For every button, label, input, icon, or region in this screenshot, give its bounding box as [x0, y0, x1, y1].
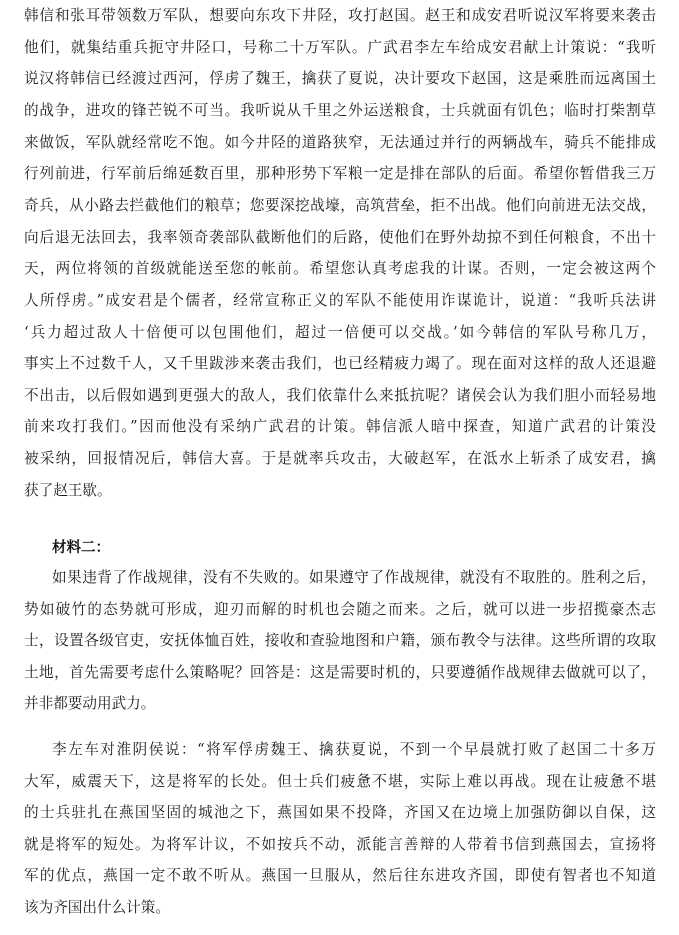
material2-line-8: 的士兵驻扎在燕国坚固的城池之下，燕国如果不投降，齐国又在边境上加强防御以自保，这	[24, 804, 656, 821]
material2-line-6: 李左车对淮阴侯说：“将军俘虏魏王、擒获夏说，不到一个早晨就打败了赵国二十多万	[52, 741, 656, 758]
material2-heading: 材料二：	[52, 540, 110, 556]
material2-line-3: 士，设置各级官吏，安抚体恤百姓，接收和查验地图和户籍，颁布教令与法律。这些所谓的攻取	[24, 632, 656, 649]
material1-line-6: 行列前进，行军前后绵延数百里，那种形势下军粮一定是排在部队的后面。希望你暂借我三万	[24, 165, 656, 182]
material1-line-14: 前来攻打我们。”因而他没有采纳广武君的计策。韩信派人暗中探查，知道广武君的计策没	[24, 418, 656, 435]
material1-line-2: 他们，就集结重兵扼守井陉口，号称二十万军队。广武君李左车给成安君献上计策说：“我听	[24, 39, 656, 56]
material1-line-9: 天，两位将领的首级就能送至您的帐前。希望您认真考虑我的计谋。否则，一定会被这两个	[24, 260, 656, 277]
material2-line-7: 大军，威震天下，这是将军的长处。但士兵们疲惫不堪，实际上难以再战。现在让疲惫不堪	[24, 773, 656, 790]
material2-line-4: 土地，首先需要考虑什么策略呢？回答是：这是需要时机的，只要遵循作战规律去做就可以了，	[24, 664, 656, 681]
material1-line-13: 不出击，以后假如遇到更强大的敌人，我们依靠什么来抵抗呢？诸侯会认为我们胆小而轻易地	[24, 387, 656, 404]
material2-line-11: 该为齐国出什么计策。	[24, 899, 170, 916]
material1-line-7: 奇兵，从小路去拦截他们的粮草；您要深挖战壕，高筑营垒，拒不出战。他们向前进无法交战，	[24, 197, 656, 214]
material1-line-12: 事实上不过数千人，又千里跋涉来袭击我们，也已经精疲力竭了。现在面对这样的敌人还退避	[24, 355, 656, 372]
material2-line-10: 军的优点，燕国一定不敢不听从。燕国一旦服从，然后往东进攻齐国，即使有智者也不知道	[24, 867, 656, 884]
material1-line-5: 来做饭，军队就经常吃不饱。如今井陉的道路狭窄，无法通过并行的两辆战车，骑兵不能排成	[24, 134, 656, 151]
material1-line-11: ‘兵力超过敌人十倍便可以包围他们，超过一倍便可以交战。’如今韩信的军队号称几万，	[24, 324, 656, 341]
material1-line-8: 向后退无法回去，我率领奇袭部队截断他们的后路，使他们在野外劫掠不到任何粮食，不出十	[24, 229, 656, 246]
material1-line-15: 被采纳，回报情况后，韩信大喜。于是就率兵攻击，大破赵军，在泜水上斩杀了成安君，擒	[24, 450, 656, 467]
material1-line-10: 人所俘虏。”成安君是个儒者，经常宣称正义的军队不能使用诈谋诡计，说道：“我听兵法讲	[24, 292, 656, 309]
material2-line-9: 就是将军的短处。为将军计议，不如按兵不动，派能言善辩的人带着书信到燕国去，宣扬将	[24, 836, 656, 853]
material2-line-2: 势如破竹的态势就可形成，迎刃而解的时机也会随之而来。之后，就可以进一步招揽豪杰志	[24, 601, 656, 618]
material1-line-1: 韩信和张耳带领数万军队，想要向东攻下井陉，攻打赵国。赵王和成安君听说汉军将要来袭击	[24, 7, 656, 24]
material1-line-16: 获了赵王歇。	[24, 482, 112, 499]
material2-line-1: 如果违背了作战规律，没有不失败的。如果遵守了作战规律，就没有不取胜的。胜利之后，	[52, 569, 656, 586]
material1-line-3: 说汉将韩信已经渡过西河，俘虏了魏王，擒获了夏说，决计要攻下赵国，这是乘胜而远离国土	[24, 70, 656, 87]
material2-line-5: 并非都要动用武力。	[24, 695, 156, 712]
material1-line-4: 的战争，进攻的锋芒锐不可当。我听说从千里之外运送粮食，士兵就面有饥色；临时打柴割草	[24, 102, 656, 119]
